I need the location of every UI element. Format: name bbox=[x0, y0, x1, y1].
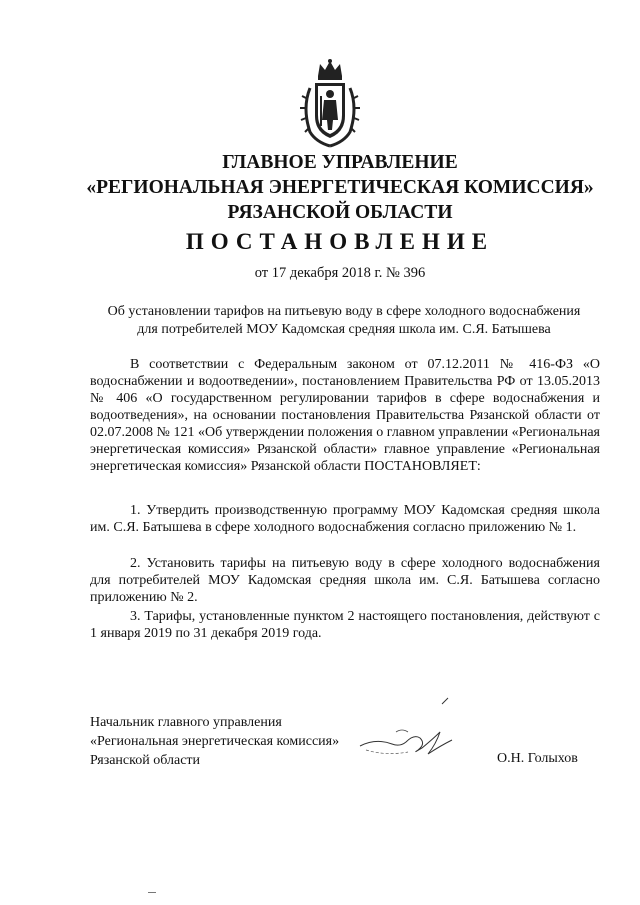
scan-mark bbox=[148, 892, 156, 893]
item-3-paragraph: 3. Тарифы, установленные пунктом 2 настоящего постановления, действуют с 1 января 2019 по 31 декабря 2019 года. bbox=[90, 609, 600, 641]
document-date: от 17 декабря 2018 г. № 396 bbox=[254, 265, 426, 281]
item-1-paragraph: 1. Утвердить производственную программу МОУ Кадомская средняя школа им. С.Я. Батышева в сфере холодного водоснабжения согласно приложению № 1. bbox=[90, 503, 600, 535]
signatory-title-line-3: Рязанской области bbox=[90, 753, 201, 768]
signatory-title-line-2: «Региональная энергетическая комиссия» bbox=[90, 734, 340, 749]
signatory-name: О.Н. Голыхов bbox=[497, 751, 578, 766]
org-line-1: ГЛАВНОЕ УПРАВЛЕНИЕ bbox=[222, 152, 458, 173]
handwritten-signature-icon bbox=[356, 694, 466, 764]
subject-line-1: Об установлении тарифов на питьевую воду в сфере холодного водоснабжения bbox=[107, 304, 581, 319]
document-type: ПОСТАНОВЛЕНИЕ bbox=[185, 229, 495, 254]
subject-line-2: для потребителей МОУ Кадомская средняя школа им. С.Я. Батышева bbox=[137, 322, 551, 337]
document-subject bbox=[84, 303, 604, 339]
org-line-2: «РЕГИОНАЛЬНАЯ ЭНЕРГЕТИЧЕСКАЯ КОМИССИЯ» bbox=[86, 177, 594, 198]
organization-name bbox=[40, 150, 640, 225]
coat-of-arms-icon bbox=[296, 58, 364, 148]
signatory-title bbox=[90, 713, 339, 770]
item-2-paragraph: 2. Установить тарифы на питьевую воду в сфере холодного водоснабжения для потребителей МОУ Кадомская средняя школа им. С.Я. Батышева согласно приложению № 2. bbox=[90, 556, 600, 605]
preamble-paragraph: В соответствии с Федеральным законом от 07.12.2011 № 416-ФЗ «О водоснабжении и водоотведении», постановлением Правительства РФ от 13.05.2013 № 406 «О государственном регулировании тарифов в сфере водоснабжения и водоотведения», на основании постановления Правительства Рязанской области от 02.07.2008 № 121 «Об утверждении положения о главном управлении «Региональная энергетическая комиссия» Рязанской области» главное управление «Региональная энергетическая комиссия» Рязанской области ПОСТАНОВЛЯЕТ: bbox=[90, 357, 600, 474]
signatory-title-line-1: Начальник главного управления bbox=[90, 715, 282, 730]
org-line-3: РЯЗАНСКОЙ ОБЛАСТИ bbox=[227, 202, 453, 223]
